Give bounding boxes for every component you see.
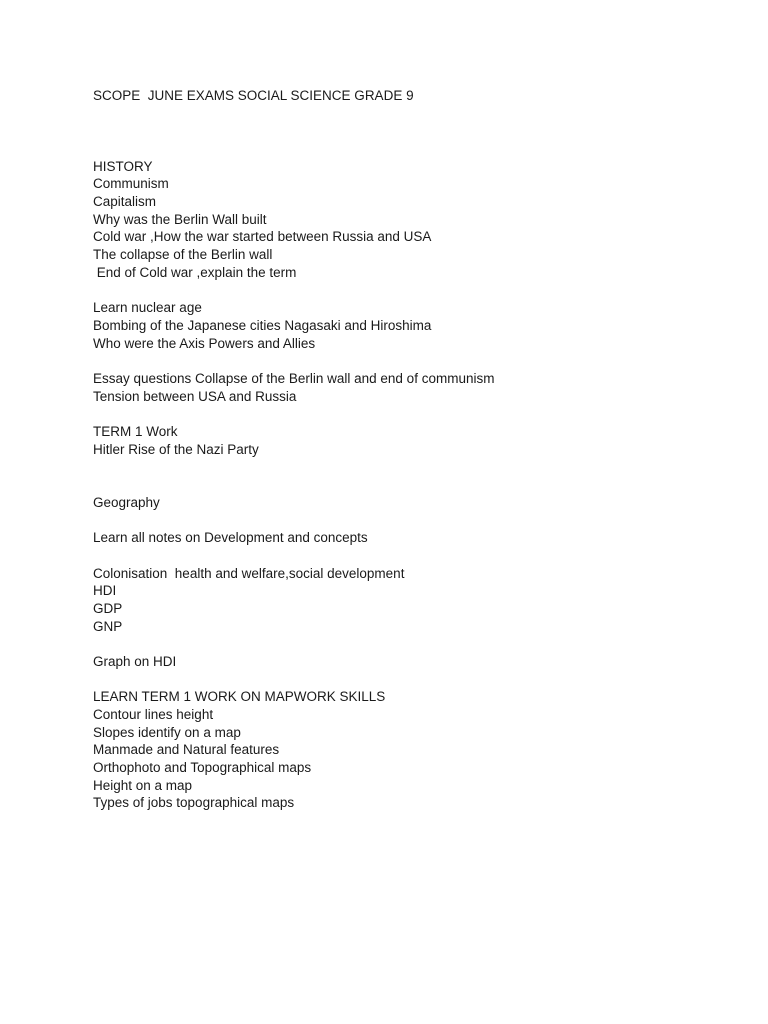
mapwork-topic: Contour lines height bbox=[93, 707, 214, 723]
geography-topic: Graph on HDI bbox=[93, 653, 177, 669]
history-topic: Bombing of the Japanese cities Nagasaki and Hiroshima bbox=[93, 317, 432, 333]
mapwork-heading: LEARN TERM 1 WORK ON MAPWORK SKILLS bbox=[93, 689, 386, 705]
document-body bbox=[93, 87, 733, 812]
geography-topic: HDI bbox=[93, 583, 117, 599]
mapwork-topic: Orthophoto and Topographical maps bbox=[93, 760, 312, 776]
history-topic: Communism bbox=[93, 176, 169, 192]
geography-heading: Geography bbox=[93, 494, 160, 510]
geography-topic: Learn all notes on Development and concepts bbox=[93, 530, 368, 546]
geography-topic: GDP bbox=[93, 600, 123, 616]
history-topic: Capitalism bbox=[93, 194, 157, 210]
geography-topic: Colonisation health and welfare,social development bbox=[93, 565, 405, 581]
spacer bbox=[93, 282, 733, 300]
spacer bbox=[93, 405, 733, 423]
history-topic: Who were the Axis Powers and Allies bbox=[93, 335, 316, 351]
spacer bbox=[93, 547, 733, 565]
history-topic: End of Cold war ,explain the term bbox=[93, 264, 297, 280]
history-topic: TERM 1 Work bbox=[93, 424, 178, 439]
mapwork-topic: Height on a map bbox=[93, 777, 193, 793]
mapwork-topic: Types of jobs topographical maps bbox=[93, 795, 295, 811]
history-topic: Tension between USA and Russia bbox=[93, 388, 297, 404]
spacer bbox=[93, 635, 733, 653]
history-section bbox=[93, 158, 733, 459]
geography-topic: GNP bbox=[93, 618, 123, 634]
history-topic: Hitler Rise of the Nazi Party bbox=[93, 441, 259, 457]
history-topic: The collapse of the Berlin wall bbox=[93, 247, 273, 263]
mapwork-topic: Manmade and Natural features bbox=[93, 742, 280, 758]
mapwork-topic: Slopes identify on a map bbox=[93, 724, 241, 740]
history-topic: Essay questions Collapse of the Berlin wall and end of communism bbox=[93, 370, 495, 386]
history-heading: HISTORY bbox=[93, 158, 153, 174]
spacer bbox=[93, 671, 733, 689]
geography-section bbox=[93, 494, 733, 812]
history-topic: Why was the Berlin Wall built bbox=[93, 211, 267, 227]
history-topic: Cold war ,How the war started between Russia and USA bbox=[93, 229, 432, 245]
spacer bbox=[93, 458, 733, 493]
spacer bbox=[93, 511, 733, 529]
spacer bbox=[93, 352, 733, 370]
history-topic: Learn nuclear age bbox=[93, 300, 202, 316]
document-title: SCOPE JUNE EXAMS SOCIAL SCIENCE GRADE 9 bbox=[93, 88, 414, 103]
